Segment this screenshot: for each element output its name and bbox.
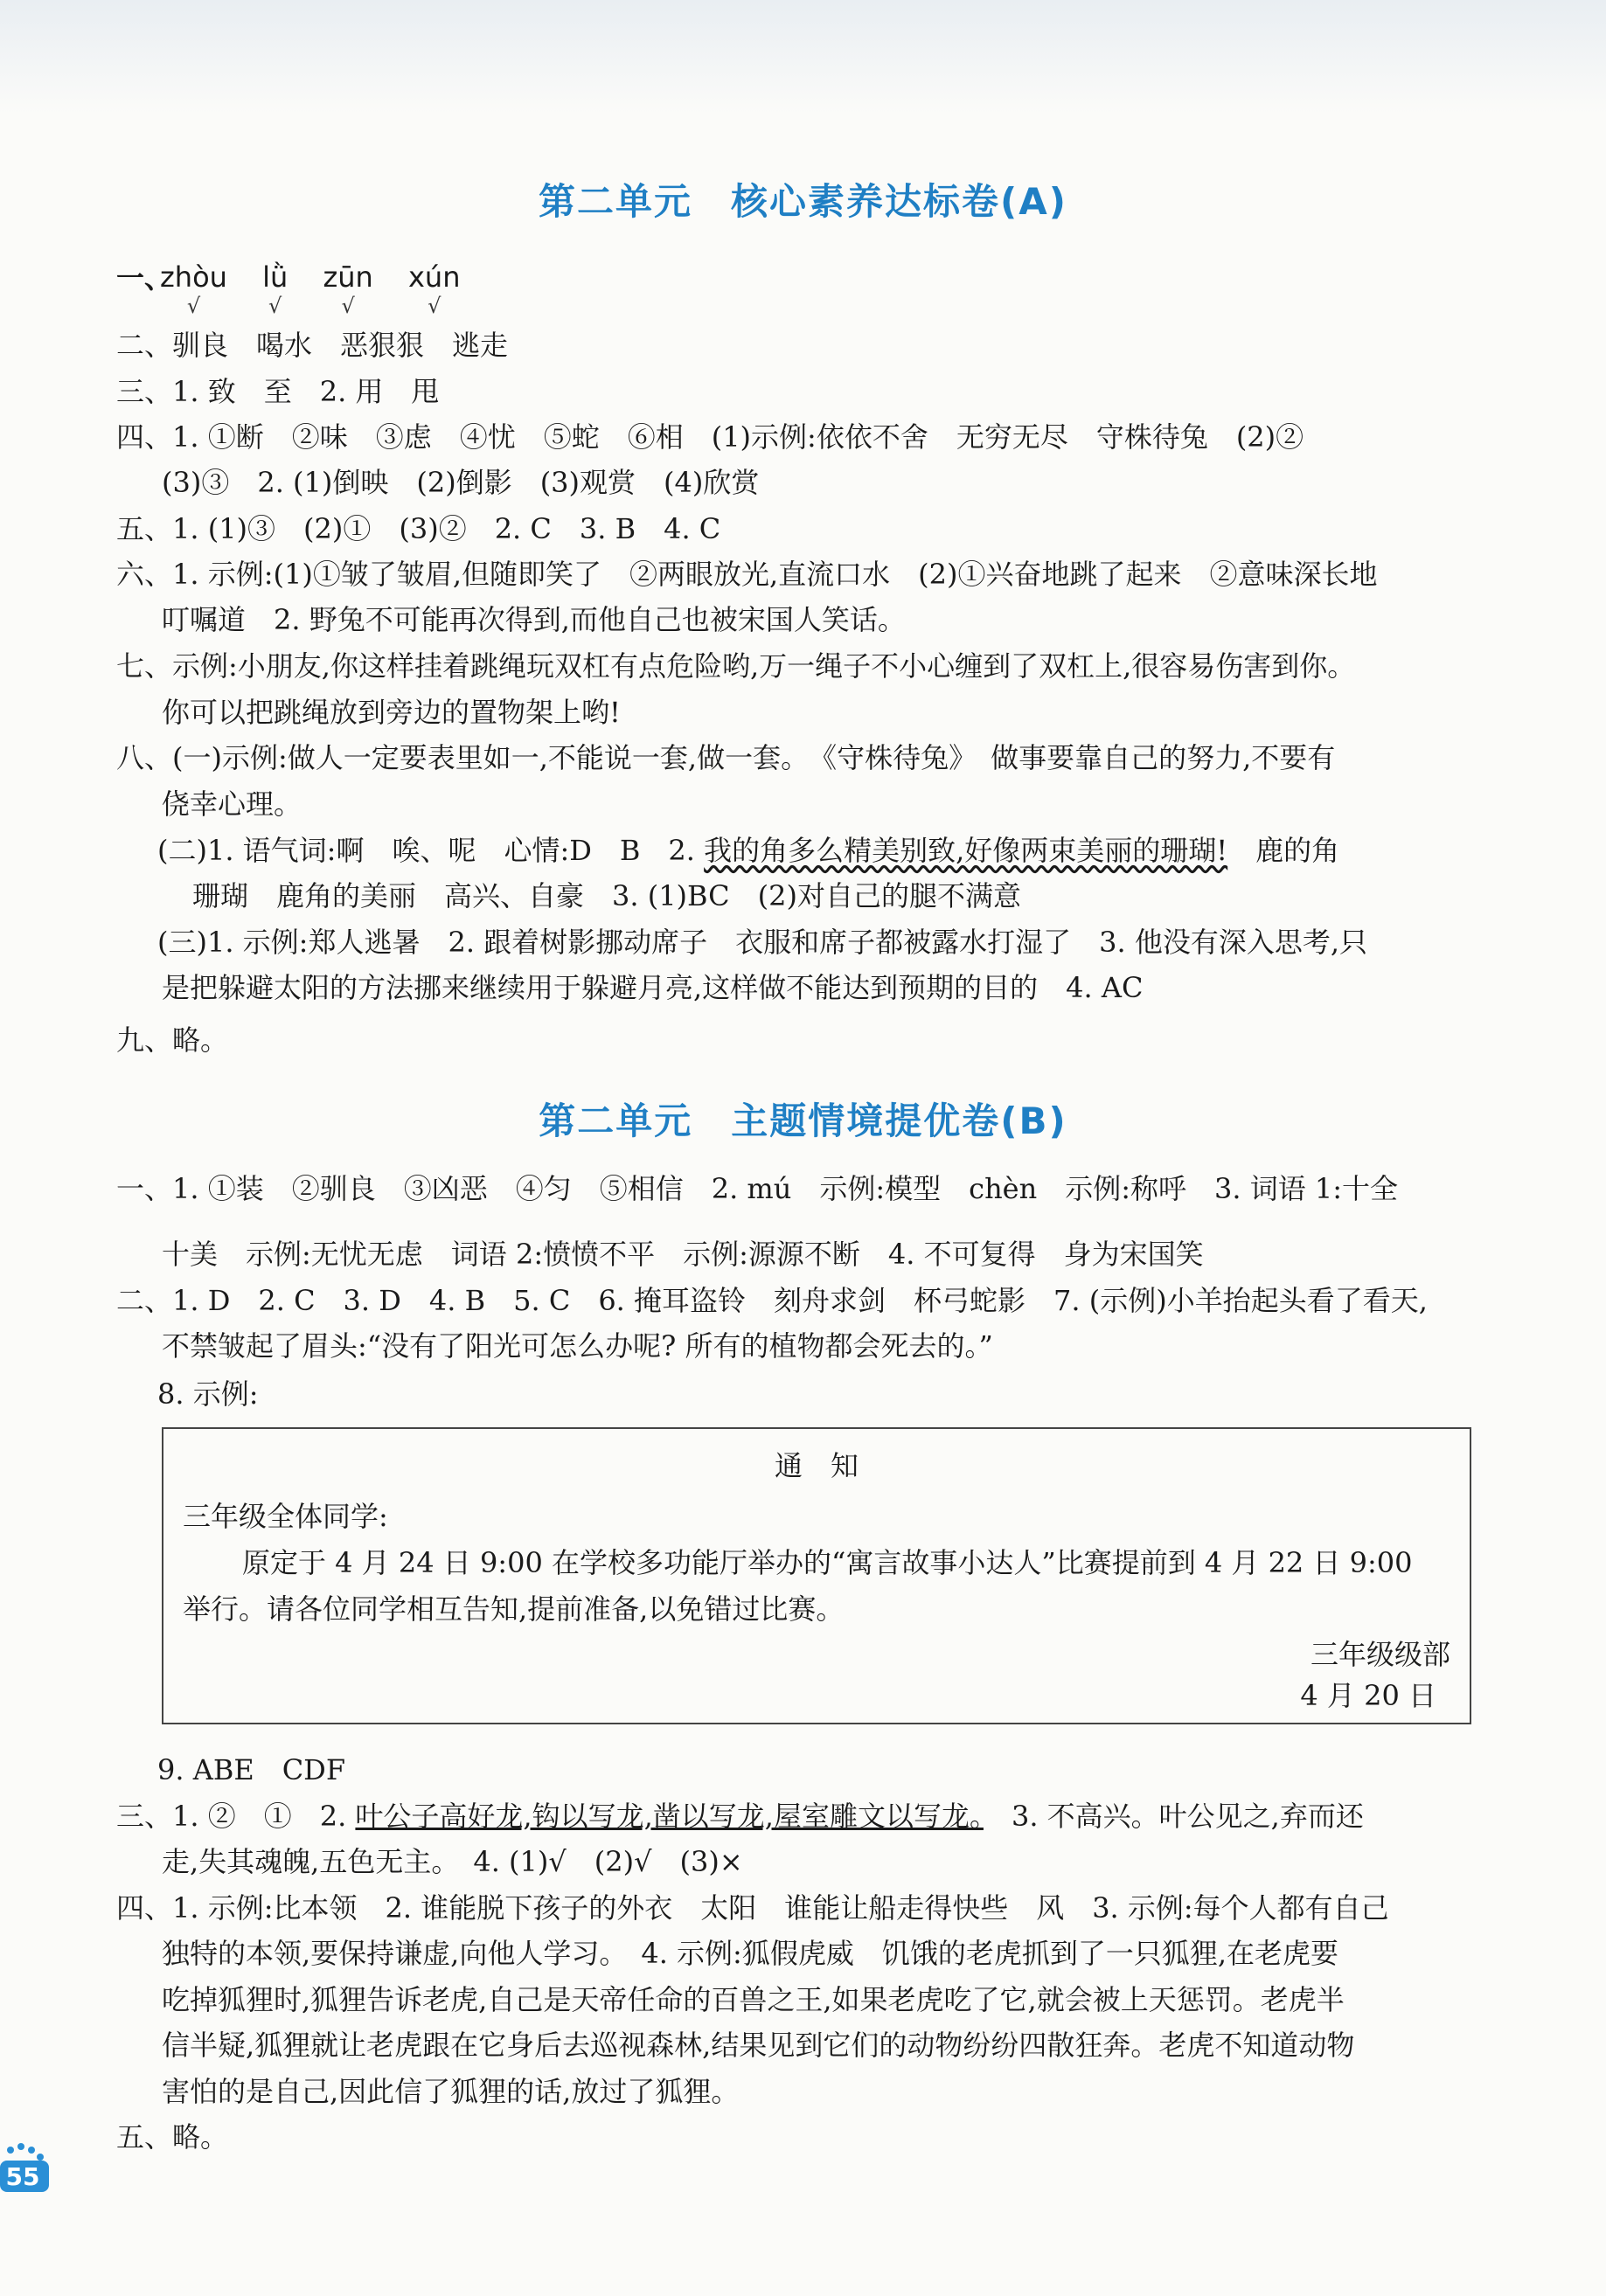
answer-a2: 二、驯良 喝水 恶狠狠 逃走	[116, 329, 509, 362]
answer-a4-line2: (3)③ 2. (1)倒映 (2)倒影 (3)观赏 (4)欣赏	[162, 466, 760, 499]
answer-b3-line1: 三、1. ② ① 2. 叶公子高好龙,钩以写龙,凿以写龙,屋室雕文以写龙。 3. 不高兴。叶公见之,弃而还	[116, 1800, 1364, 1833]
answer-b1-line1: 一、1. ①装 ②驯良 ③凶恶 ④匀 ⑤相信 2. mú 示例:模型 chèn 示例:称呼 3. 词语 1:十全	[116, 1172, 1399, 1205]
splash-icon	[0, 2141, 52, 2194]
notice-signature: 三年级级部	[1310, 1638, 1450, 1671]
answer-b4-line3: 吃掉狐狸时,狐狸告诉老虎,自己是天帝任命的百兽之王,如果老虎吃了它,就会被上天惩罚。老虎半	[162, 1983, 1345, 2016]
answer-a6-line1: 六、1. 示例:(1)①皱了皱眉,但随即笑了 ②两眼放光,直流口水 (2)①兴奋地跳了起来 ②意味深长地	[116, 558, 1378, 591]
notice-recipient: 三年级全体同学:	[183, 1500, 388, 1533]
pinyin-item: xún √	[407, 260, 461, 318]
notice-box	[162, 1427, 1471, 1724]
answer-b5: 五、略。	[116, 2120, 229, 2154]
answer-a8-line1: 八、(一)示例:做人一定要表里如一,不能说一套,做一套。 《守株待兔》 做事要靠自己的努力,不要有	[116, 741, 1336, 774]
notice-title: 通 知	[774, 1449, 859, 1482]
section-b-title: 第二单元 主题情境提优卷(B)	[539, 1099, 1067, 1142]
check-mark-icon: √	[186, 294, 201, 318]
answer-b3-line2: 走,失其魂魄,五色无主。 4. (1)√ (2)√ (3)×	[162, 1845, 743, 1878]
pinyin-item: zhòu √	[160, 260, 227, 318]
pinyin-item: lǜ √	[262, 260, 289, 318]
answer-b4-line2: 独特的本领,要保持谦虚,向他人学习。 4. 示例:狐假虎威 饥饿的老虎抓到了一只狐狸,在老虎要	[162, 1937, 1339, 1970]
answer-a7-line2: 你可以把跳绳放到旁边的置物架上哟!	[162, 696, 621, 729]
section-a-title: 第二单元 核心素养达标卷(A)	[539, 180, 1067, 223]
answer-b2-line3: 8. 示例:	[157, 1377, 259, 1411]
answer-a8-line4: 珊瑚 鹿角的美丽 高兴、自豪 3. (1)BC (2)对自己的腿不满意	[192, 879, 1021, 912]
check-mark-icon: √	[341, 294, 355, 318]
check-mark-icon: √	[428, 294, 441, 318]
check-mark-icon: √	[268, 294, 282, 318]
answer-a3: 三、1. 致 至 2. 用 甩	[116, 375, 440, 408]
pinyin-answers	[160, 260, 486, 318]
answer-b4-line4: 信半疑,狐狸就让老虎跟在它身后去巡视森林,结果见到它们的动物纷纷四散狂奔。老虎不知道动物	[162, 2029, 1355, 2062]
notice-date: 4 月 20 日	[1300, 1679, 1436, 1712]
answer-a7-line1: 七、示例:小朋友,你这样挂着跳绳玩双杠有点危险哟,万一绳子不小心缠到了双杠上,很容易伤害到你。	[116, 649, 1356, 683]
answer-b2-line4: 9. ABE CDF	[157, 1753, 346, 1786]
answer-a8-line3: (二)1. 语气词:啊 唉、呢 心情:D B 2. 我的角多么精美别致,好像两束美丽的珊瑚! 鹿的角	[157, 834, 1340, 867]
answer-b2-line1: 二、1. D 2. C 3. D 4. B 5. C 6. 掩耳盗铃 刻舟求剑 杯弓蛇影 7. (示例)小羊抬起头看了看天,	[116, 1284, 1428, 1317]
answer-a8-line2: 侥幸心理。	[162, 787, 302, 821]
answer-a8-line5: (三)1. 示例:郑人逃暑 2. 跟着树影挪动席子 衣服和席子都被露水打湿了 3. 他没有深入思考,只	[157, 926, 1368, 959]
notice-body-line2: 举行。请各位同学相互告知,提前准备,以免错过比赛。	[183, 1592, 845, 1626]
answer-a6-line2: 叮嘱道 2. 野兔不可能再次得到,而他自己也被宋国人笑话。	[162, 603, 906, 636]
page-number: 55	[5, 2162, 40, 2191]
q-a1-label: 一、	[116, 261, 173, 295]
wavy-underlined-sentence: 我的角多么精美别致,好像两束美丽的珊瑚!	[704, 834, 1228, 867]
page-number-badge	[0, 2141, 52, 2194]
answer-a9: 九、略。	[116, 1023, 229, 1057]
pinyin-item: zūn √	[323, 260, 373, 318]
answer-b4-line5: 害怕的是自己,因此信了狐狸的话,放过了狐狸。	[162, 2075, 740, 2108]
notice-body-line1: 原定于 4 月 24 日 9:00 在学校多功能厅举办的“寓言故事小达人”比赛提前到 4 月 22 日 9:00	[242, 1546, 1413, 1579]
answer-b1-line2: 十美 示例:无忧无虑 词语 2:愤愤不平 示例:源源不断 4. 不可复得 身为宋国笑	[162, 1238, 1204, 1271]
answer-a8-line6: 是把躲避太阳的方法挪来继续用于躲避月亮,这样做不能达到预期的目的 4. AC	[162, 971, 1144, 1004]
answer-b4-line1: 四、1. 示例:比本领 2. 谁能脱下孩子的外衣 太阳 谁能让船走得快些 风 3. 示例:每个人都有自己	[116, 1891, 1389, 1925]
answer-a5: 五、1. (1)③ (2)① (3)② 2. C 3. B 4. C	[116, 512, 721, 545]
underlined-sentence: 叶公子高好龙,钩以写龙,凿以写龙,屋室雕文以写龙。	[355, 1800, 984, 1833]
answer-b2-line2: 不禁皱起了眉头:“没有了阳光可怎么办呢? 所有的植物都会死去的。”	[162, 1329, 993, 1363]
answer-a4-line1: 四、1. ①断 ②味 ③虑 ④忧 ⑤蛇 ⑥相 (1)示例:依依不舍 无穷无尽 守株待兔 (2)②	[116, 420, 1304, 454]
